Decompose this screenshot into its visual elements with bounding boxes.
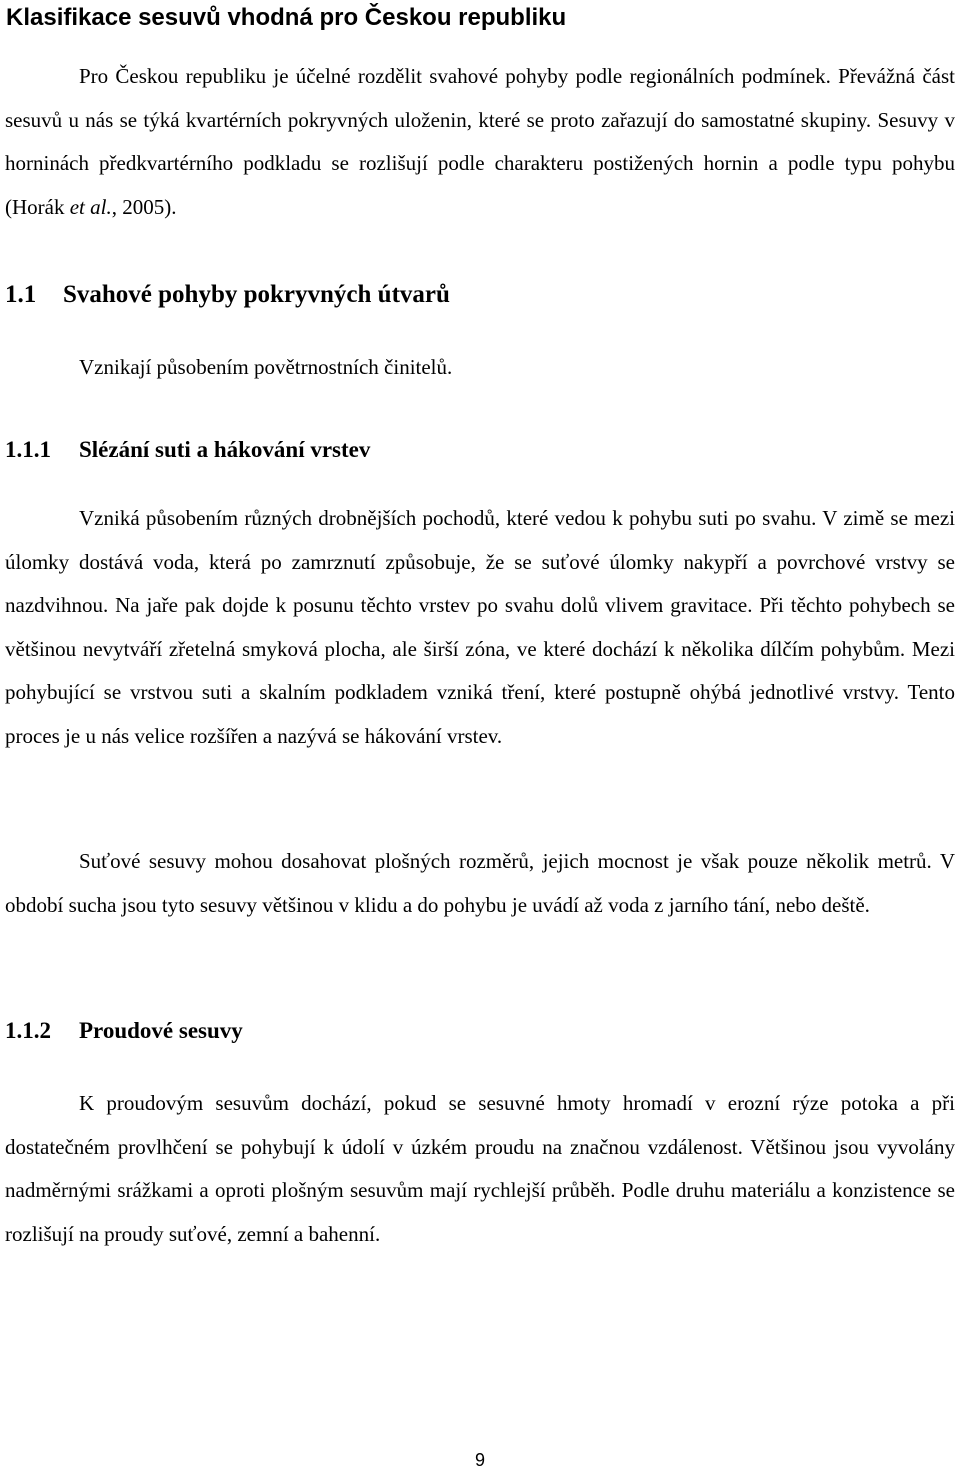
section-title: Slézání suti a hákování vrstev xyxy=(79,437,371,462)
section-heading-1-1-1 xyxy=(5,432,370,468)
intro-text: Pro Českou republiku je účelné rozdělit svahové pohyby podle regionálních podmínek. Převážná část sesuvů u nás se týká kvartérních pokryvných uloženin, které se proto zařazují do samostatné skupiny. Sesuvy v horninách předkvartérního podkladu se rozlišují podle charakteru postižených hornin a podle typu pohybu (Horák xyxy=(5,64,955,219)
section-number: 1.1.2 xyxy=(5,1018,51,1043)
section-1-1-1-paragraph-2: Suťové sesuvy mohou dosahovat plošných rozměrů, jejich mocnost je však pouze několik metrů. V období sucha jsou tyto sesuvy většinou v klidu a do pohybu je uvádí až voda z jarního tání, nebo deště. xyxy=(5,849,955,917)
section-1-1-1-paragraph-1: Vzniká působením různých drobnějších pochodů, které vedou k pohybu suti po svahu. V zimě se mezi úlomky dostává voda, která po zamrznutí způsobuje, že se suťové úlomky nakypří a povrchové vrstvy se nazdvihnou. Na jaře pak dojde k posunu těchto vrstev po svahu dolů vlivem gravitace. Při těchto pohybech se většinou nevytváří zřetelná smyková plocha, ale širší zóna, ve které dochází k několika dílčím pohybům. Mezi pohybující se vrstvou suti a skalním podkladem vzniká tření, které postupně ohýbá jednotlivé vrstvy. Tento proces je u nás velice rozšířen a nazývá se hákování vrstev. xyxy=(5,506,955,748)
section-number: 1.1 xyxy=(5,281,37,308)
page-title: Klasifikace sesuvů vhodná pro Českou republiku xyxy=(6,4,567,31)
section-number: 1.1.1 xyxy=(5,437,51,462)
section-title: Proudové sesuvy xyxy=(79,1018,243,1043)
page-number: 9 xyxy=(474,1450,485,1470)
intro-text-end: , 2005). xyxy=(111,194,177,219)
section-heading-1-1-2 xyxy=(5,1013,243,1049)
intro-paragraph xyxy=(5,55,955,229)
section-1-1-2-paragraph: K proudovým sesuvům dochází, pokud se sesuvné hmoty hromadí v erozní rýze potoka a při dostatečném provlhčení se pohybují k údolí v úzkém proudu na značnou vzdálenost. Většinou jsou vyvolány nadměrnými srážkami a oproti plošným sesuvům mají rychlejší průběh. Podle druhu materiálu a konzistence se rozlišují na proudy suťové, zemní a bahenní. xyxy=(5,1091,955,1246)
section-1-1-paragraph: Vznikají působením povětrnostních činitelů. xyxy=(79,355,453,379)
section-heading-1-1 xyxy=(5,275,450,315)
intro-italic-citation: et al. xyxy=(69,194,112,219)
section-title: Svahové pohyby pokryvných útvarů xyxy=(63,281,450,308)
